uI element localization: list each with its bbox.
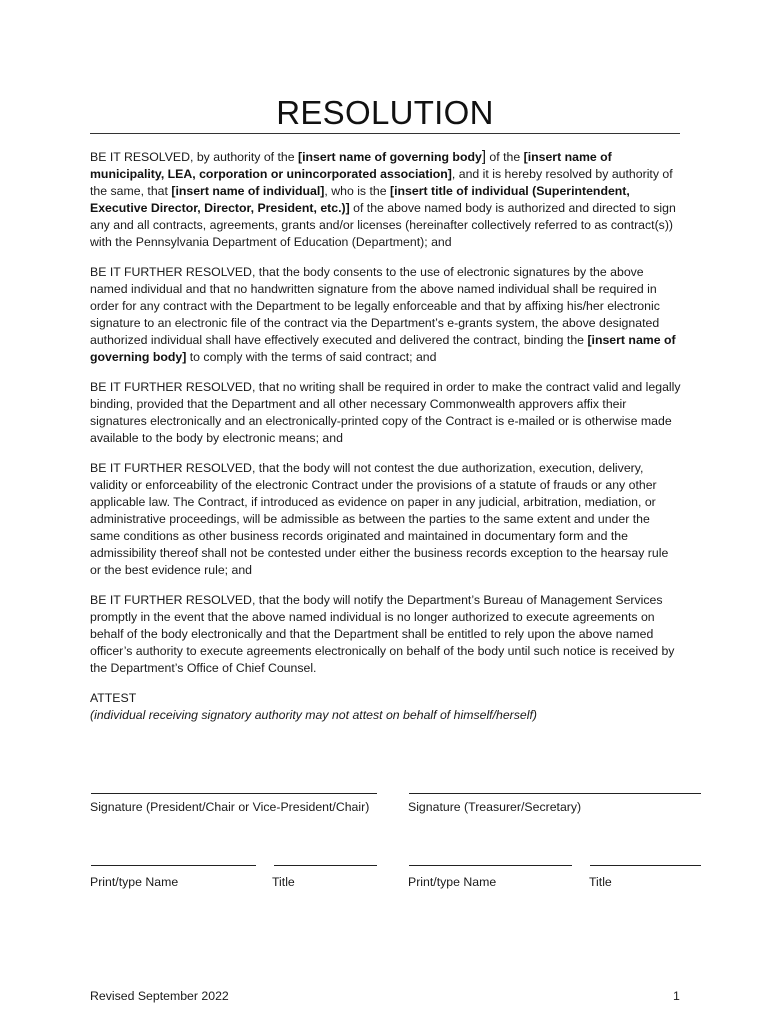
paragraph-notify: BE IT FURTHER RESOLVED, that the body will notify the Department’s Bureau of Management Services promptly in the event that the above named individual is no longer authorized to execute agreements on behalf of the body electronically and that the Department shall be entitled to rely upon the above named officer’s authority to execute agreements electronically on behalf of the body until such notice is received by the Department’s Office of Chief Counsel. bbox=[90, 593, 675, 675]
print-name-line-2[interactable] bbox=[409, 865, 572, 866]
print-name-label-1: Print/type Name bbox=[90, 875, 179, 889]
page-number: 1 bbox=[673, 989, 680, 1003]
title-label-1: Title bbox=[272, 875, 295, 889]
paragraph-electronic-signatures: BE IT FURTHER RESOLVED, that the body consents to the use of electronic signatures by the above named individual and that no handwritten signature from the above named individual shall be required in order for any contract with the Department to be legally enforceable and that by affixing his/her electronic signature to an electronic file of the contract via the Department’s e-grants system, the above designated authorized individual shall have effectively executed and delivered the contract, binding the [insert name of governing body] to comply with the terms of said contract; and bbox=[90, 265, 676, 364]
title-line-1[interactable] bbox=[274, 865, 377, 866]
resolution-body bbox=[90, 148, 682, 724]
title-divider bbox=[90, 133, 680, 134]
title-label-2: Title bbox=[589, 875, 612, 889]
page-title: RESOLUTION bbox=[276, 94, 494, 131]
footer-revised: Revised September 2022 bbox=[90, 989, 229, 1003]
print-name-label-2: Print/type Name bbox=[408, 875, 497, 889]
title-line-2[interactable] bbox=[590, 865, 701, 866]
signature-line-president[interactable] bbox=[91, 793, 377, 794]
attest-note: (individual receiving signatory authority may not attest on behalf of himself/herself) bbox=[90, 708, 538, 722]
signature-line-treasurer[interactable] bbox=[409, 793, 701, 794]
paragraph-resolved: BE IT RESOLVED, by authority of the [insert name of governing body] of the [insert name of municipality, LEA, corporation or unincorporated association], and it is hereby resolved by authority of the same, that [insert name of individual], who is the [insert title of individual (Superintendent, Executive Director, Director, President, etc.)] of the above named body is authorized and directed to sign any and all contracts, agreements, grants and/or licenses (hereinafter collectively referred to as contract(s)) with the Pennsylvania Department of Education (Department); and bbox=[90, 148, 676, 249]
signature-label-president: Signature (President/Chair or Vice-President/Chair) bbox=[90, 800, 370, 814]
signature-label-treasurer: Signature (Treasurer/Secretary) bbox=[408, 800, 582, 814]
paragraph-not-contest: BE IT FURTHER RESOLVED, that the body will not contest the due authorization, execution, delivery, validity or enforceability of the electronic Contract under the provisions of a statute of frauds or any other applicable law. The Contract, if introduced as evidence on paper in any judicial, arbitration, mediation, or administrative proceedings, will be admissible as between the parties to the same extent and under the same conditions as other business records originated and maintained in documentary form and the admissibility thereof shall not be contested under either the business records exception to the hearsay rule or the best evidence rule; and bbox=[90, 461, 669, 577]
print-name-line-1[interactable] bbox=[91, 865, 256, 866]
attest-label: ATTEST bbox=[90, 691, 137, 705]
paragraph-no-writing: BE IT FURTHER RESOLVED, that no writing shall be required in order to make the contract valid and legally binding, provided that the Department and all other necessary Commonwealth approvers affix their signatures electronically and an electronically-printed copy of the Contract is e-mailed or is otherwise made available to the body by electronic means; and bbox=[90, 380, 681, 445]
